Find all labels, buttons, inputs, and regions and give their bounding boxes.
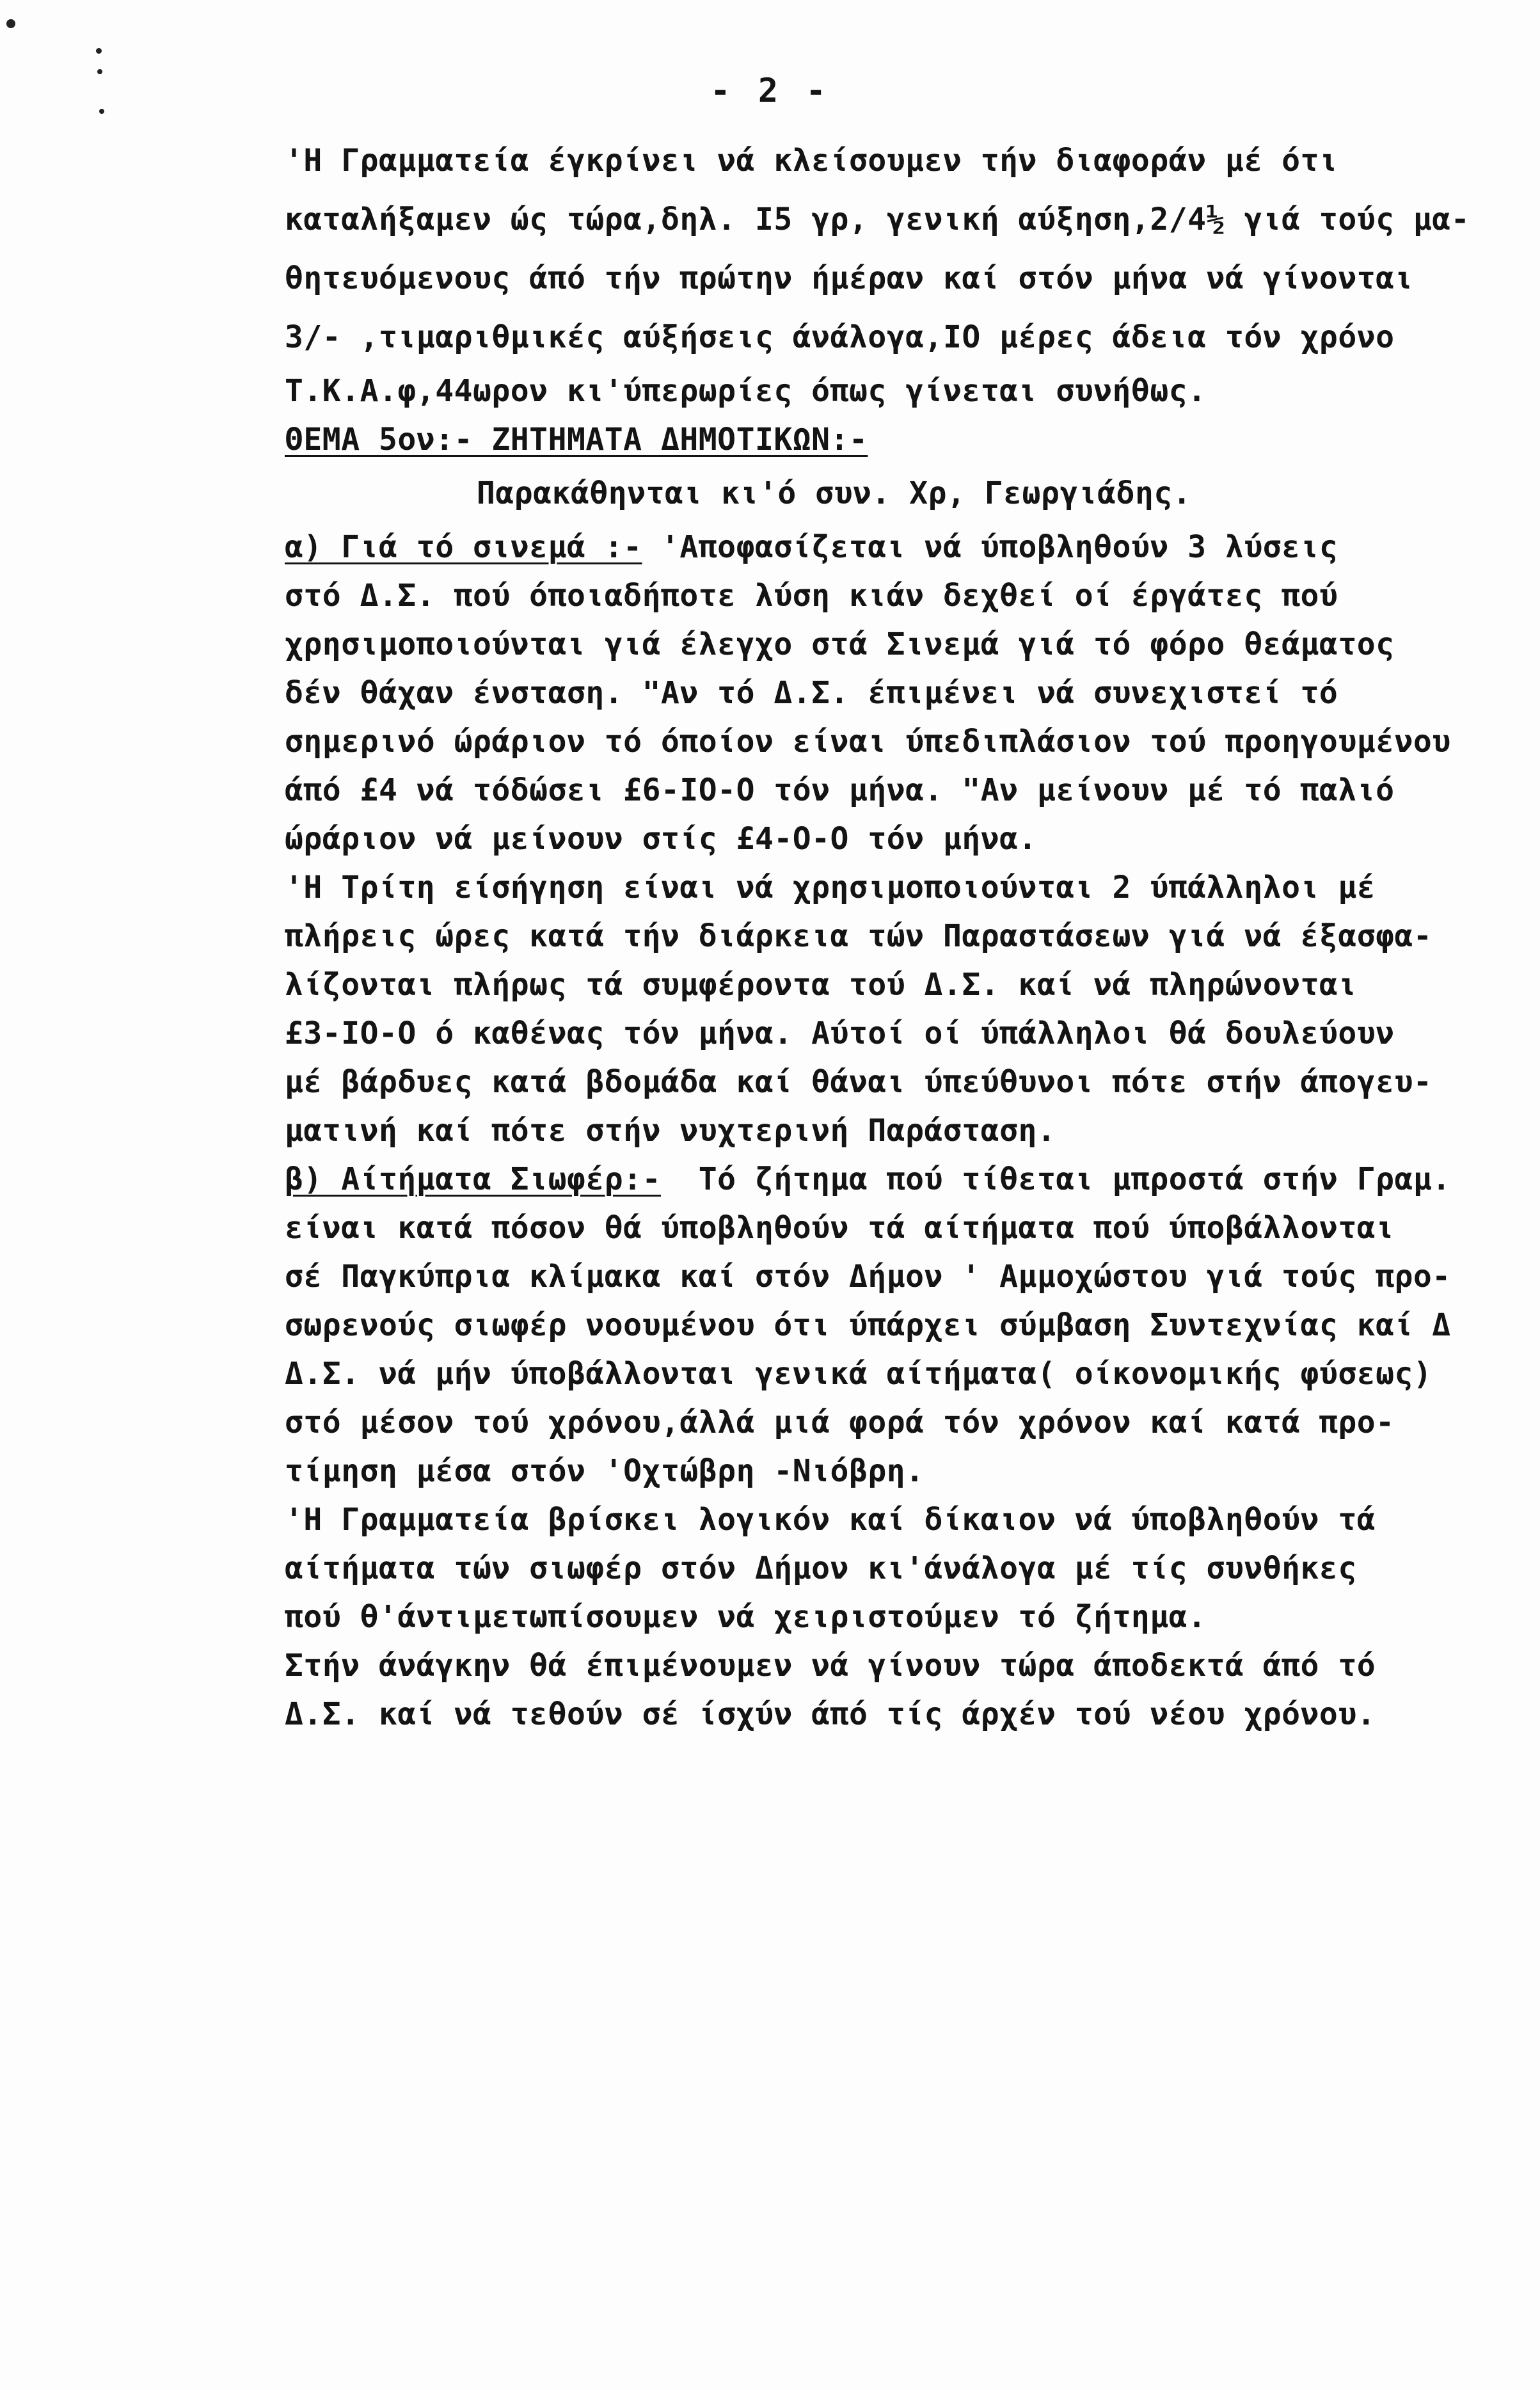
section-heading [285, 415, 1500, 464]
section-heading-label: ΘΕΜΑ 5ον:- ΖΗΤΗΜΑΤΑ ΔΗΜΟΤΙΚΩΝ:- [285, 422, 868, 458]
text-line: καταλήξαμεν ώς τώρα,δηλ. Ι5 γρ, γενική αύξηση,2/4½ γιά τούς μα- [285, 202, 1470, 237]
text-line: στό Δ.Σ. πού όποιαδήποτε λύση κιάν δεχθεί οί έργάτες πού [285, 578, 1338, 614]
page-number: - 2 - [710, 72, 830, 110]
subsection-line: α) Γιά τό σινεμά :- 'Αποφασίζεται νά ύποβληθούν 3 λύσεις [285, 529, 1338, 565]
text-line: Τ.Κ.Α.φ,44ωρον κι'ύπερωρίες όπως γίνεται συνήθως. [285, 373, 1207, 409]
text-line: Παρακάθηνται κι'ό συν. Χρ, Γεωργιάδης. [477, 475, 1192, 511]
text-line: σωρενούς σιωφέρ νοουμένου ότι ύπάρχει σύμβαση Συντεχνίας καί Δ [285, 1307, 1451, 1343]
subsection-line: β) Αίτήματα Σιωφέρ:- Τό ζήτημα πού τίθεται μπροστά στήν Γραμ. [285, 1161, 1451, 1197]
scan-speck [96, 48, 102, 54]
scan-speck [6, 19, 15, 28]
text-line: αίτήματα τών σιωφέρ στόν Δήμον κι'άνάλογα μέ τίς συνθήκες [285, 1550, 1357, 1586]
text-line: 'Η Τρίτη είσήγηση είναι νά χρησιμοποιούνται 2 ύπάλληλοι μέ [285, 870, 1376, 905]
text-line: είναι κατά πόσον θά ύποβληθούν τά αίτήματα πού ύποβάλλονται [285, 1210, 1395, 1246]
subsection-label: β) Αίτήματα Σιωφέρ:- [285, 1161, 661, 1197]
text-line: ματινή καί πότε στήν νυχτερινή Παράσταση. [285, 1113, 1056, 1149]
text-line: πού θ'άντιμετωπίσουμεν νά χειριστούμεν τό ζήτημα. [285, 1599, 1207, 1635]
text-line: Δ.Σ. καί νά τεθούν σέ ίσχύν άπό τίς άρχέν τού νέου χρόνου. [285, 1696, 1376, 1732]
text-line: δέν θάχαν ένσταση. "Αν τό Δ.Σ. έπιμένει νά συνεχιστεί τό [285, 675, 1338, 711]
text-line: σημερινό ώράριον τό όποίον είναι ύπεδιπλάσιον τού προηγουμένου [285, 724, 1451, 760]
document-body [285, 131, 1500, 1739]
text-line: 3/- ,τιμαριθμικές αύξήσεις άνάλογα,ΙΟ μέρες άδεια τόν χρόνο [285, 319, 1395, 355]
text-line: £3-ΙΟ-Ο ό καθένας τόν μήνα. Αύτοί οί ύπάλληλοι θά δουλεύουν [285, 1016, 1395, 1051]
text-line: μέ βάρδυες κατά βδομάδα καί θάναι ύπεύθυνοι πότε στήν άπογευ- [285, 1064, 1433, 1100]
text-line: θητευόμενους άπό τήν πρώτην ήμέραν καί στόν μήνα νά γίνονται [285, 260, 1413, 296]
text-line: λίζονται πλήρως τά συμφέροντα τού Δ.Σ. καί νά πληρώνονται [285, 967, 1357, 1003]
text-line: Στήν άνάγκην θά έπιμένουμεν νά γίνουν τώρα άποδεκτά άπό τό [285, 1648, 1376, 1684]
text-line: τίμηση μέσα στόν 'Οχτώβρη -Νιόβρη. [285, 1453, 925, 1489]
text-line: Δ.Σ. νά μήν ύποβάλλονται γενικά αίτήματα( οίκονομικής φύσεως) [285, 1356, 1433, 1392]
text-line: χρησιμοποιούνται γιά έλεγχο στά Σινεμά γιά τό φόρο θεάματος [285, 626, 1395, 662]
subsection-label: α) Γιά τό σινεμά :- [285, 529, 642, 565]
text-line: στό μέσον τού χρόνου,άλλά μιά φορά τόν χρόνον καί κατά προ- [285, 1405, 1395, 1440]
text-line: πλήρεις ώρες κατά τήν διάρκεια τών Παραστάσεων γιά νά έξασφα- [285, 918, 1433, 954]
text-line: άπό £4 νά τόδώσει £6-ΙΟ-Ο τόν μήνα. "Αν μείνουν μέ τό παλιό [285, 772, 1395, 808]
text-line: 'Η Γραμματεία βρίσκει λογικόν καί δίκαιον νά ύποβληθούν τά [285, 1502, 1376, 1538]
text-line: ώράριον νά μείνουν στίς £4-Ο-Ο τόν μήνα. [285, 821, 1037, 857]
text-line: 'Η Γραμματεία έγκρίνει νά κλείσουμεν τήν διαφοράν μέ ότι [285, 143, 1338, 179]
text-line: σέ Παγκύπρια κλίμακα καί στόν Δήμον ' Αμμοχώστου γιά τούς προ- [285, 1259, 1451, 1295]
